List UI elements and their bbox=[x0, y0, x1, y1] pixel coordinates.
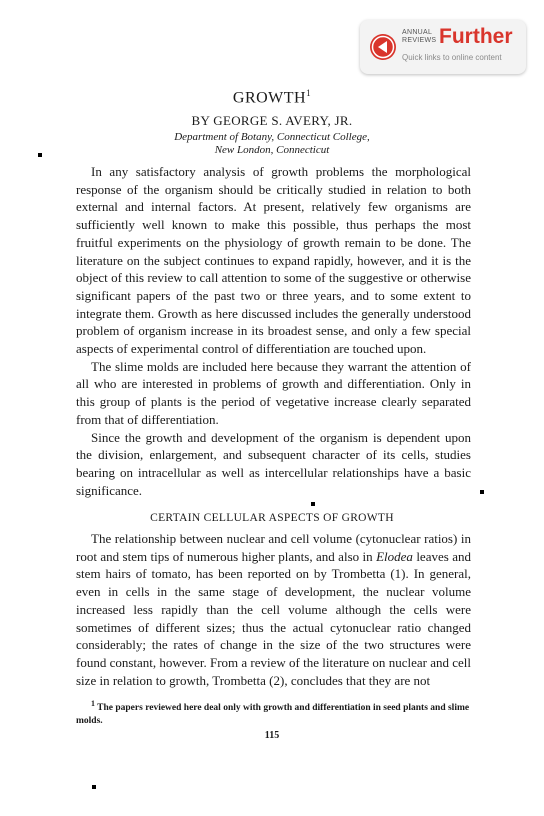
scan-mark bbox=[92, 785, 96, 789]
paragraph bbox=[76, 530, 471, 689]
author-affiliation bbox=[0, 131, 544, 157]
intro-body bbox=[76, 163, 471, 499]
further-links-badge[interactable] bbox=[360, 20, 526, 74]
title-text: GROWTH bbox=[232, 89, 307, 107]
footnote-text bbox=[76, 697, 471, 728]
scan-mark bbox=[480, 490, 484, 494]
paragraph: Since the growth and development of the organism is dependent upon the division, enlargement, and subsequent character of its cells, studies bearing on intracellular as well as intercellular relationships have a basic significance. bbox=[76, 429, 471, 498]
scan-mark bbox=[311, 502, 315, 506]
affiliation-line-2: New London, Connecticut bbox=[214, 144, 330, 156]
badge-further: Further bbox=[439, 25, 513, 48]
affiliation-line-1: Department of Botany, Connecticut College, bbox=[174, 131, 370, 143]
play-circle-icon bbox=[368, 32, 398, 62]
footnote bbox=[76, 697, 471, 728]
badge-reviews: REVIEWS bbox=[402, 37, 437, 44]
author-byline: BY GEORGE S. AVERY, JR. bbox=[191, 113, 353, 128]
paragraph: The slime molds are included here because they warrant the attention of all who are interested in problems of growth and differentiation. Only in this group of plants is the period of vegetative increase clearly separated from that of differentiation. bbox=[76, 358, 471, 427]
badge-subtitle: Quick links to online content bbox=[402, 53, 502, 62]
section-body bbox=[76, 530, 471, 689]
footnote-marker: 1 bbox=[91, 699, 95, 708]
paragraph-text: leaves and stem hairs of tomato, has been reported on by Trombetta (1). In general, even in cells in the same stage of development, the nuclear volume increased less rapidly than the cell volume although the cells were sometimes of different sizes; thus the actual cytonuclear ratio changed considerably; the rates of change in the size of the two structures were found constant, however. From a review of the literature on nuclear and cell size in relation to growth, Trombetta (2), concludes that they are not bbox=[76, 548, 471, 688]
footnote-body: The papers reviewed here deal only with growth and differentiation in seed plants and slime molds. bbox=[76, 703, 470, 727]
page-number: 115 bbox=[264, 730, 280, 741]
badge-annual: ANNUAL bbox=[402, 29, 433, 36]
paragraph: In any satisfactory analysis of growth problems the morphological response of the organism should be critically studied in relation to both external and internal factors. At present, relatively few organisms are sufficiently well known to make this possible, thus perhaps the most fruitful experiments on the physiology of growth remain to be done. The literature on the subject continues to expand rapidly, however, and it is the object of this review to call attention to some of the suggestive or otherwise significant papers of the past two or three years, and to some extent to integrate them. Growth as here discussed includes the generally understood problem of organism increase in its broadest sense, and only a few special aspects of experimental control of differentiation are touched upon. bbox=[76, 164, 471, 357]
paragraph-text: The relationship between nuclear and cell volume (cytonuclear ratios) in root and stem tips of numerous higher plants, and also in bbox=[76, 531, 471, 564]
article-title bbox=[0, 88, 544, 107]
section-heading: CERTAIN CELLULAR ASPECTS OF GROWTH bbox=[150, 512, 394, 524]
italic-term: Elodea bbox=[376, 548, 413, 564]
annual-reviews-logo-text bbox=[402, 29, 436, 45]
title-footnote-marker[interactable]: 1 bbox=[306, 88, 312, 98]
scan-mark bbox=[38, 153, 42, 157]
